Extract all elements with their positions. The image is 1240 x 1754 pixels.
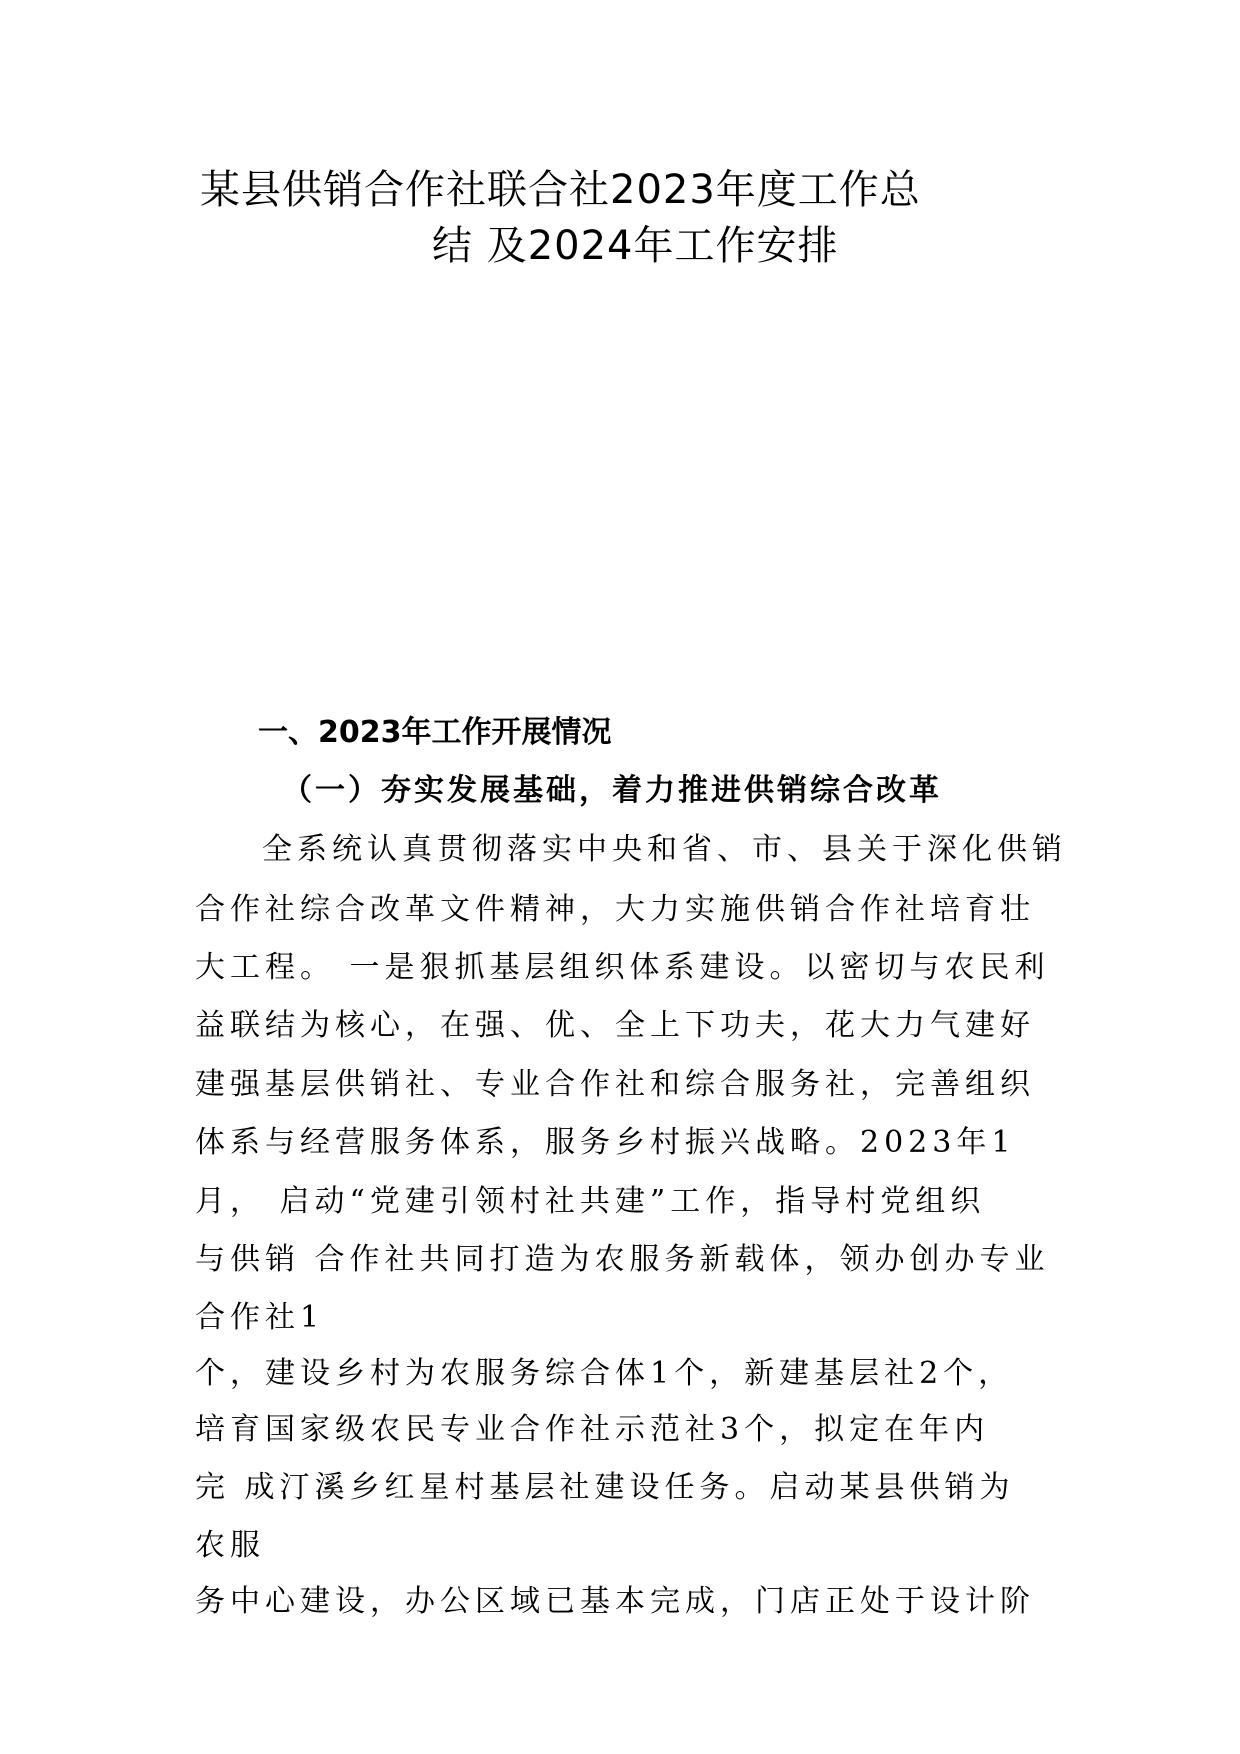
document-title-line-1: 某县供销合作社联合社2023年度工作总: [200, 167, 921, 213]
body-text-line: 益联结为核心，在强、优、全上下功夫，花大力气建好: [195, 1008, 1035, 1043]
body-text-line: 完 成汀溪乡红星村基层社建设任务。启动某县供销为: [195, 1470, 1015, 1505]
body-text-line: 全系统认真贯彻落实中央和省、市、县关于深化供销: [262, 832, 1067, 867]
body-text-line: 农服: [195, 1528, 265, 1563]
document-title-line-2: 结 及2024年工作安排: [432, 223, 839, 269]
body-text-line: 大工程。 一是狠抓基层组织体系建设。以密切与农民利: [195, 950, 1050, 985]
body-text-line: 建强基层供销社、专业合作社和综合服务社，完善组织: [195, 1067, 1035, 1102]
body-text-line: 与供销 合作社共同打造为农服务新载体，领办创办专业: [195, 1242, 1050, 1277]
section-heading: 一、2023年工作开展情况: [258, 715, 612, 750]
subsection-heading: （一）夯实发展基础，着力推进供销综合改革: [282, 773, 942, 808]
body-text-line: 体系与经营服务体系，服务乡村振兴战略。2023年1: [195, 1125, 1016, 1160]
body-text-line: 合作社综合改革文件精神，大力实施供销合作社培育壮: [195, 892, 1035, 927]
body-text-line: 培育国家级农民专业合作社示范社3个，拟定在年内: [195, 1412, 990, 1447]
body-text-line: 个，建设乡村为农服务综合体1个，新建基层社2个，: [195, 1356, 1014, 1391]
body-text-line: 月， 启动“党建引领村社共建”工作，指导村党组织: [195, 1184, 986, 1219]
body-text-line: 合作社1: [195, 1300, 325, 1335]
body-text-line: 务中心建设，办公区域已基本完成，门店正处于设计阶: [195, 1584, 1035, 1619]
